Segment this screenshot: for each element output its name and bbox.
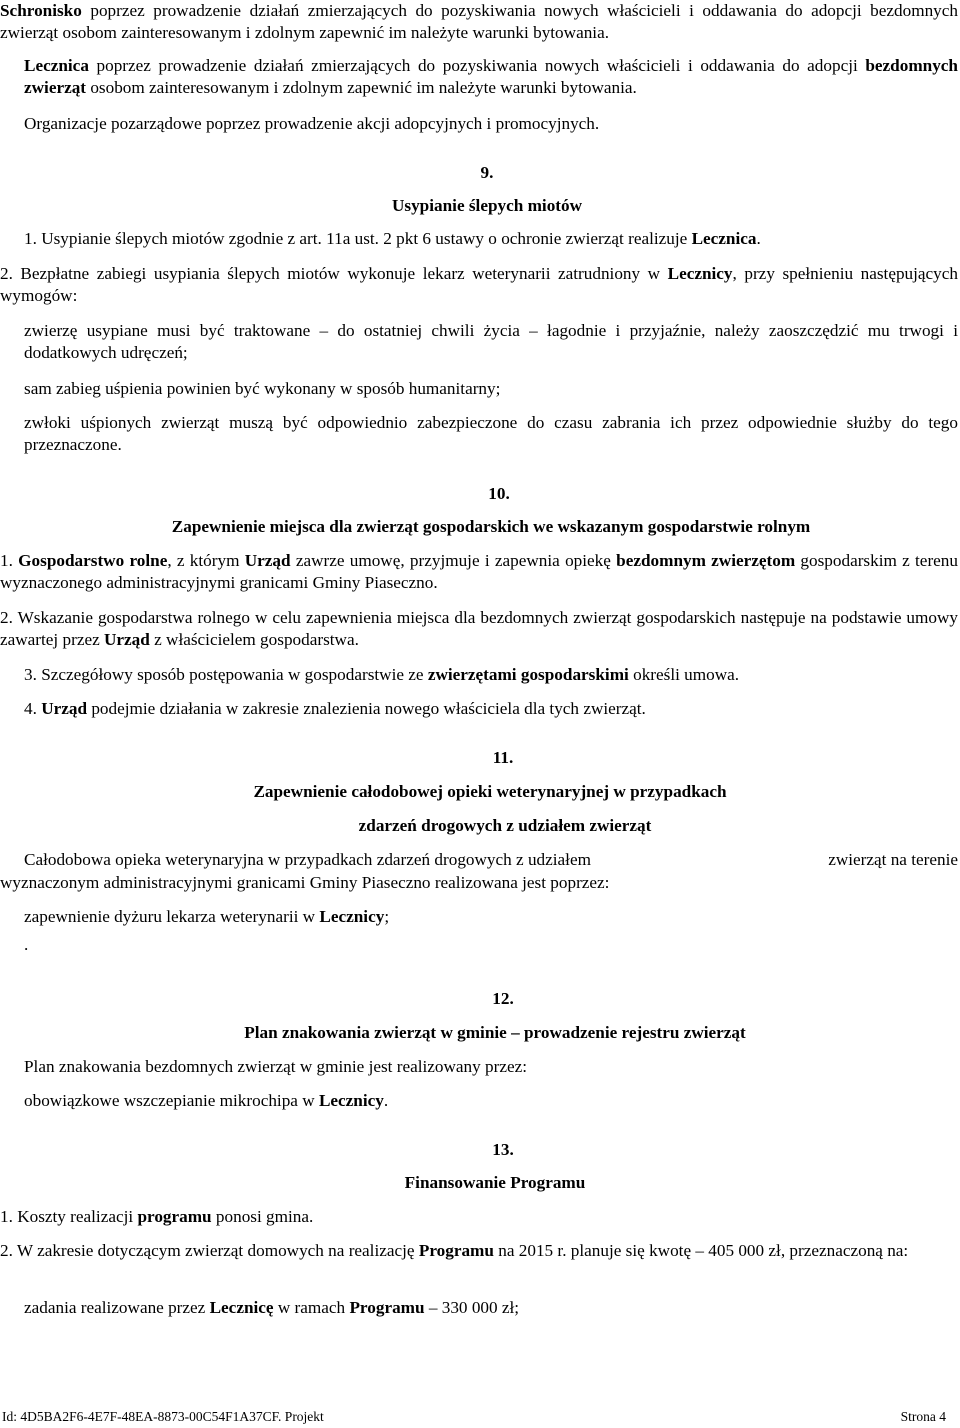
bold-term: Urząd — [244, 551, 291, 570]
bold-term: Lecznicy — [319, 907, 385, 926]
section-11-paragraph-line-2: wyznaczonym administracyjnymi granicami Gminy Piaseczno realizowana jest poprzez: — [0, 873, 610, 892]
bold-term: Gospodarstwo rolne — [18, 551, 168, 570]
section-9-item-2 — [0, 263, 958, 307]
text-run: Plan znakowania bezdomnych zwierząt w gminie jest realizowany przez: — [24, 1057, 528, 1076]
text-run: zwierzę usypiane musi być traktowane – do ostatniej chwili życia – łagodnie i przyjaźnie, należy zaoszczędzić mu trwogi i dodatkowych udręczeń; — [24, 321, 958, 362]
bold-term: programu — [137, 1207, 212, 1226]
section-11-list-item-1 — [24, 906, 958, 928]
bold-term: bezdomnych zwierząt — [24, 56, 958, 97]
section-13-item-1 — [0, 1206, 958, 1228]
text-run: 3. Szczegółowy sposób postępowania w gospodarstwie ze — [24, 665, 428, 684]
text-run: obowiązkowe wszczepianie mikrochipa w — [24, 1091, 319, 1110]
section-13-title: Finansowanie Programu — [404, 1173, 586, 1192]
section-10-item-4 — [24, 698, 958, 720]
section-9-list-item-1 — [24, 320, 958, 364]
section-12-list-item-1 — [24, 1090, 958, 1112]
text-run: . — [383, 1091, 389, 1110]
bold-term: Programu — [349, 1298, 425, 1317]
text-run: określi umowa. — [628, 665, 740, 684]
page-footer — [2, 1408, 946, 1426]
text-run: – 330 000 zł; — [424, 1298, 520, 1317]
text-run: . — [756, 229, 761, 248]
section-12-number: 12. — [492, 989, 514, 1008]
bold-term: Urząd — [104, 630, 150, 649]
section-10-title: Zapewnienie miejsca dla zwierząt gospodarskich we wskazanym gospodarstwie rolnym — [171, 517, 811, 536]
text-run: osobom zainteresowanym i zdolnym zapewnić im należyte warunki bytowania. — [86, 78, 637, 97]
text-run: 1. Koszty realizacji — [0, 1207, 138, 1226]
section-9-number: 9. — [480, 163, 494, 182]
text-run: na 2015 r. planuje się kwotę – 405 000 zł, przeznaczoną na: — [493, 1241, 909, 1260]
text-run: , z którym — [167, 551, 245, 570]
bold-term: Lecznica — [24, 56, 89, 75]
section-11-number: 11. — [492, 748, 514, 767]
text-run: sam zabieg uśpienia powinien być wykonany w sposób humanitarny; — [24, 379, 501, 398]
text-run: zawrze umowę, przyjmuje i zapewnia opiekę — [290, 551, 617, 570]
section-9-title: Usypianie ślepych miotów — [391, 196, 583, 215]
section-11-paragraph-right: zwierząt na terenie — [828, 850, 958, 869]
text-run: podejmie działania w zakresie znalezienia nowego właściciela dla tych zwierząt. — [87, 699, 646, 718]
bold-term: Urząd — [41, 699, 88, 718]
text-run: Organizacje pozarządowe poprzez prowadzenie akcji adopcyjnych i promocyjnych. — [24, 114, 600, 133]
text-run: 2. Wskazanie gospodarstwa rolnego w celu zapewnienia miejsca dla bezdomnych zwierząt gospodarskich następuje na podstawie umowy zawartej przez — [0, 608, 958, 649]
section-11-paragraph-left: Całodobowa opieka weterynaryjna w przypadkach zdarzeń drogowych z udziałem — [24, 850, 591, 869]
document-id: Id: 4D5BA2F6-4E7F-48EA-8873-00C54F1A37CF. Projekt — [2, 1409, 324, 1424]
text-run: 1. Usypianie ślepych miotów zgodnie z art. 11a ust. 2 pkt 6 ustawy o ochronie zwierząt realizuje — [24, 229, 692, 248]
section-12-paragraph — [24, 1056, 958, 1078]
section-11-paragraph-line-1 — [24, 849, 958, 871]
text-run: zadania realizowane przez — [24, 1298, 210, 1317]
section-13-item-2 — [0, 1240, 958, 1262]
bold-term: Schronisko — [0, 1, 82, 20]
text-run: ponosi gmina. — [211, 1207, 314, 1226]
section-13-number: 13. — [492, 1140, 514, 1159]
paragraph-organizacje — [24, 113, 958, 135]
bold-term: Lecznicy — [318, 1091, 384, 1110]
text-run: gospodarskim z terenu wyznaczonego administracyjnymi granicami Gminy Piaseczno. — [0, 551, 958, 592]
section-11-title-line-1: Zapewnienie całodobowej opieki weterynaryjnej w przypadkach — [253, 782, 727, 801]
text-run: ; — [384, 907, 390, 926]
text-run: 1. — [0, 551, 19, 570]
section-13-list-item-1 — [24, 1297, 958, 1319]
bold-term: Lecznicy — [667, 264, 733, 283]
text-run: poprzez prowadzenie działań zmierzających do pozyskiwania nowych właścicieli i oddawania do adopcji — [88, 56, 866, 75]
bold-term: bezdomnym zwierzętom — [616, 551, 796, 570]
text-run: zwłoki uśpionych zwierząt muszą być odpowiednio zabezpieczone do czasu zabrania ich przez odpowiednie służby do tego przeznaczone. — [24, 413, 958, 454]
section-9-item-1 — [24, 228, 958, 250]
text-run: zapewnienie dyżuru lekarza weterynarii w — [24, 907, 320, 926]
section-10-number: 10. — [488, 484, 510, 503]
section-12-title: Plan znakowania zwierząt w gminie – prowadzenie rejestru zwierząt — [244, 1023, 746, 1042]
paragraph-lecznica — [24, 55, 958, 99]
section-11-list-item-2: . — [24, 935, 29, 954]
text-run: w ramach — [273, 1298, 350, 1317]
section-9-list-item-2 — [24, 378, 958, 400]
section-10-item-1 — [0, 550, 958, 594]
bold-term: zwierzętami gospodarskimi — [427, 665, 629, 684]
text-run: 2. Bezpłatne zabiegi usypiania ślepych miotów wykonuje lekarz weterynarii zatrudniony w — [0, 264, 668, 283]
section-10-item-3 — [24, 664, 958, 686]
paragraph-schronisko — [0, 0, 958, 44]
text-run: poprzez prowadzenie działań zmierzających do pozyskiwania nowych właścicieli i oddawania do adopcji bezdomnych zwierząt osobom zainteresowanym i zdolnym zapewnić im należyte warunki bytowania. — [0, 1, 958, 42]
bold-term: Lecznicę — [209, 1298, 274, 1317]
bold-term: Lecznica — [691, 229, 757, 248]
text-run: , przy spełnieniu następujących wymogów: — [0, 264, 958, 305]
section-11-title-line-2: zdarzeń drogowych z udziałem zwierząt — [358, 816, 652, 835]
page-number: Strona 4 — [900, 1409, 946, 1424]
bold-term: Programu — [418, 1241, 494, 1260]
text-run: z właścicielem gospodarstwa. — [149, 630, 359, 649]
text-run: 2. W zakresie dotyczącym zwierząt domowych na realizację — [0, 1241, 419, 1260]
text-run: 4. — [24, 699, 42, 718]
section-9-list-item-3 — [24, 412, 958, 456]
section-10-item-2 — [0, 607, 958, 651]
